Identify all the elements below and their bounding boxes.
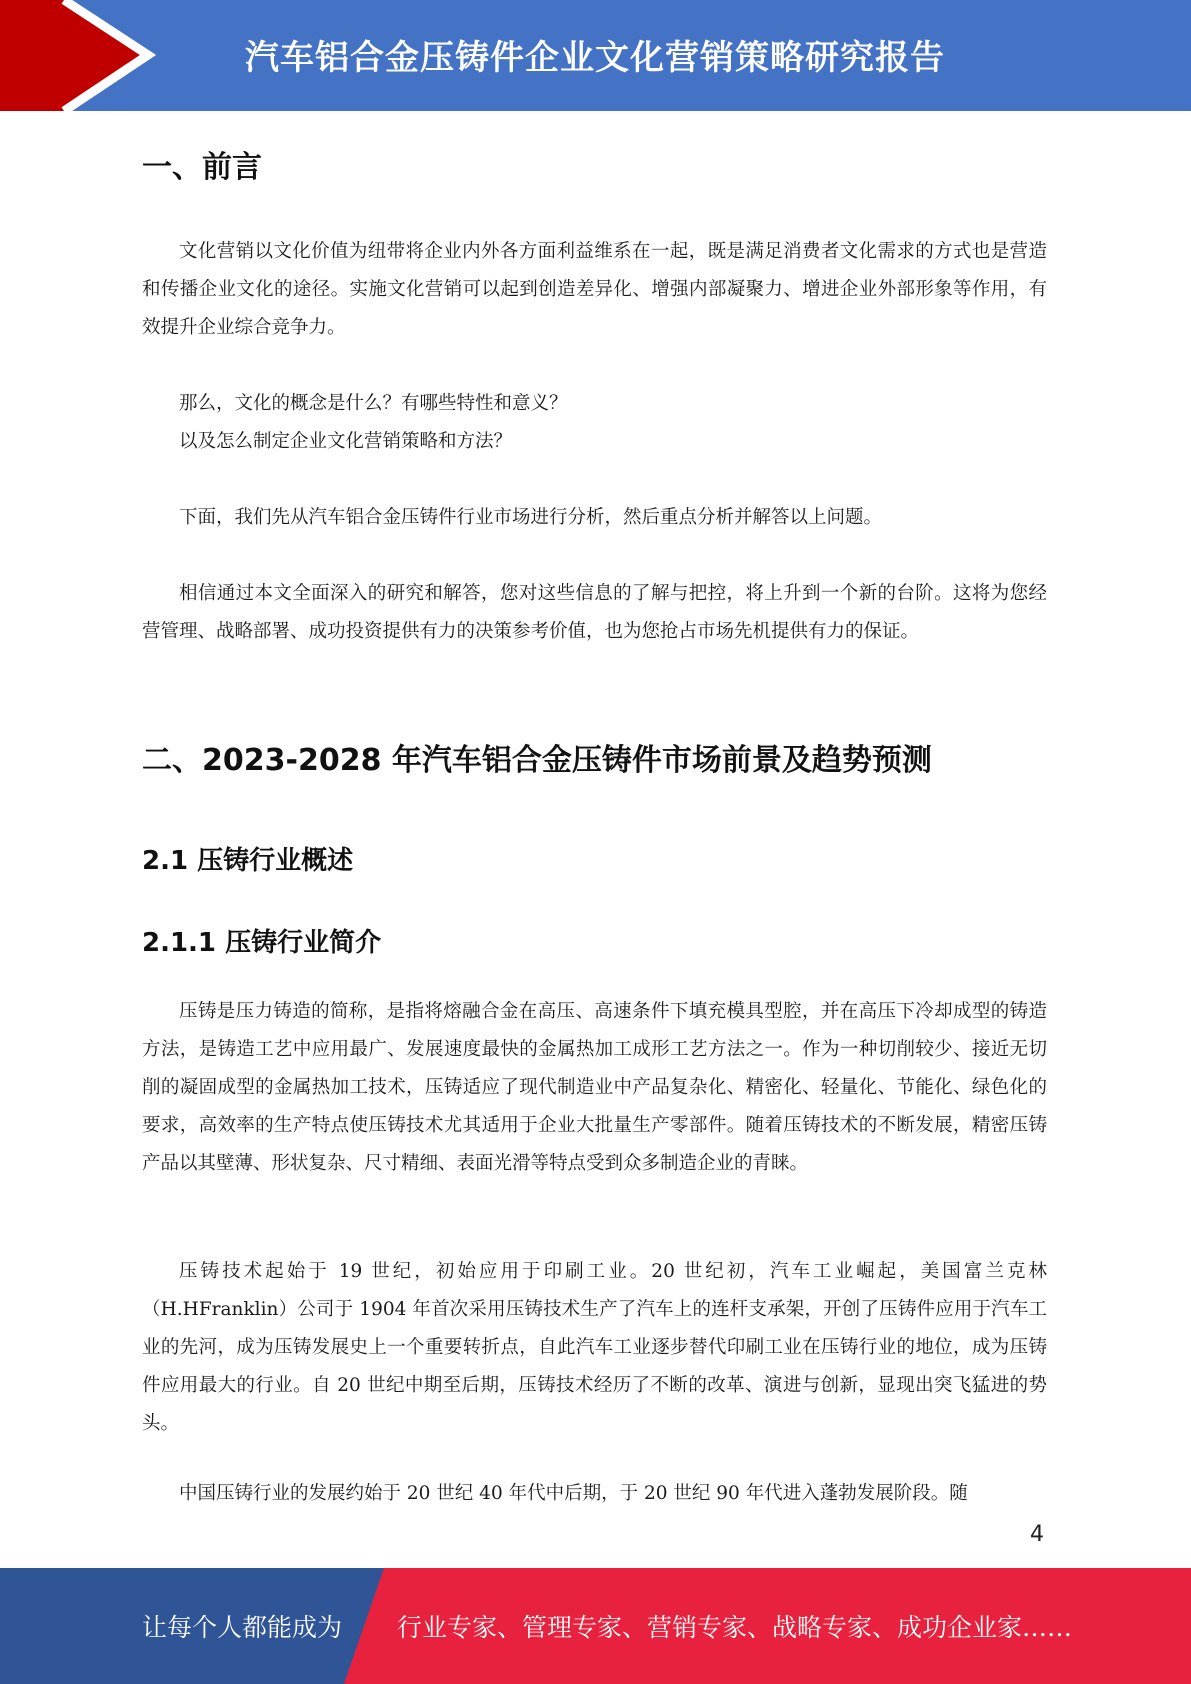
footer-slogan-left: 让每个人都能成为 <box>142 1613 343 1642</box>
report-title: 汽车铝合金压铸件企业文化营销策略研究报告 <box>245 38 945 78</box>
page-number: 4 <box>1030 1522 1044 1547</box>
paragraph: 下面，我们先从汽车铝合金压铸件行业市场进行分析，然后重点分析并解答以上问题。 <box>179 507 883 528</box>
question-line: 那么，文化的概念是什么？有哪些特性和意义？ <box>179 393 568 414</box>
section-heading-preface: 一、前言 <box>142 150 262 185</box>
paragraph: 压铸是压力铸造的简称，是指将熔融合金在高压、高速条件下填充模具型腔，并在高压下冷却成型的铸造方法，是铸造工艺中应用最广、发展速度最快的金属热加工成形工艺方法之一。作为一种切削较少、接近无切削的凝固成型的金属热加工技术，压铸适应了现代制造业中产品复杂化、精密化、轻量化、节能化、绿色化的要求，高效率的生产特点使压铸技术尤其适用于企业大批量生产零部件。随着压铸技术的不断发展，精密压铸产品以其壁薄、形状复杂、尺寸精细、表面光滑等特点受到众多制造企业的青睐。 <box>142 1001 1047 1174</box>
paragraph: 中国压铸行业的发展约始于 20 世纪 40 年代中后期，于 20 世纪 90 年代进入蓬勃发展阶段。随 <box>179 1483 968 1504</box>
subsection-heading: 2.1 压铸行业概述 <box>142 846 354 876</box>
paragraph: 文化营销以文化价值为纽带将企业内外各方面利益维系在一起，既是满足消费者文化需求的方式也是营造和传播企业文化的途径。实施文化营销可以起到创造差异化、增强内部凝聚力、增进企业外部形象等作用，有效提升企业综合竞争力。 <box>142 241 1047 338</box>
page-footer <box>0 1568 1191 1684</box>
paragraph: 相信通过本文全面深入的研究和解答，您对这些信息的了解与把控，将上升到一个新的台阶。这将为您经营管理、战略部署、成功投资提供有力的决策参考价值，也为您抢占市场先机提供有力的保证。 <box>142 583 1047 642</box>
footer-slogan-right: 行业专家、管理专家、营销专家、战略专家、成功企业家…… <box>397 1613 1073 1642</box>
subsubsection-heading: 2.1.1 压铸行业简介 <box>142 928 382 958</box>
paragraph: 压铸技术起始于 19 世纪，初始应用于印刷工业。20 世纪初，汽车工业崛起，美国富兰克林（H.HFranklin）公司于 1904 年首次采用压铸技术生产了汽车上的连杆支承架，开创了压铸件应用于汽车工业的先河，成为压铸发展史上一个重要转折点，自此汽车工业逐步替代印刷工业在压铸行业的地位，成为压铸件应用最大的行业。自 20 世纪中期至后期，压铸技术经历了不断的改革、演进与创新，显现出突飞猛进的势头。 <box>142 1261 1047 1434</box>
section-heading-market-forecast: 二、2023-2028 年汽车铝合金压铸件市场前景及趋势预测 <box>142 743 932 778</box>
question-line: 以及怎么制定企业文化营销策略和方法？ <box>179 431 513 452</box>
page-header <box>0 0 1191 111</box>
